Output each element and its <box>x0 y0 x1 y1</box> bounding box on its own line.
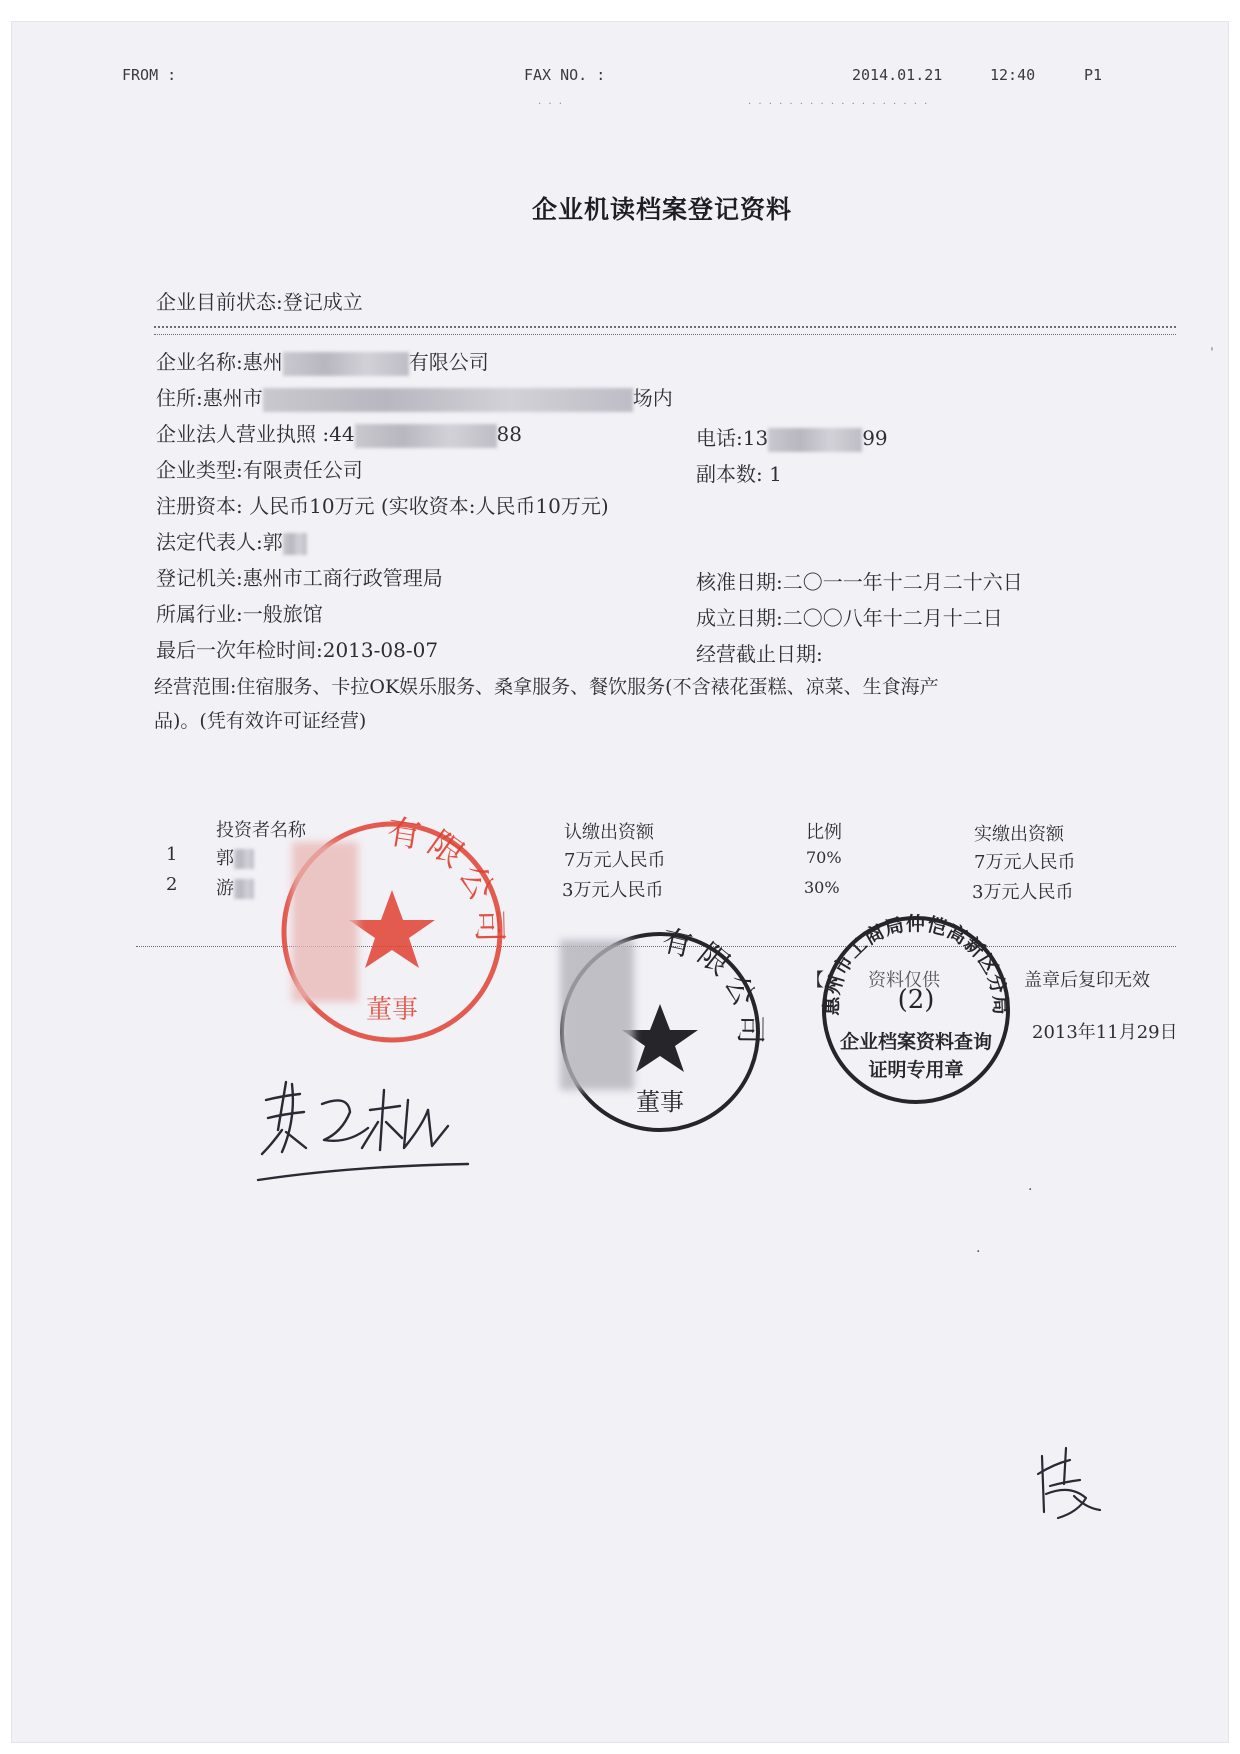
redacted-block <box>560 940 634 1090</box>
redacted-block <box>283 533 307 555</box>
redacted-block <box>263 388 633 412</box>
official-seal-bottom: 证明专用章 <box>868 1059 964 1081</box>
table-row-subscribed: 7万元人民币 <box>564 850 666 871</box>
redacted-block <box>355 424 497 448</box>
company-name <box>156 346 489 376</box>
copy-count: 副本数: 1 <box>696 462 782 486</box>
establishment-date: 成立日期:二〇〇八年十二月十二日 <box>696 606 1003 630</box>
table-row-name: 郭 <box>216 844 254 870</box>
header-investor-name: 投资者名称 <box>216 820 306 841</box>
official-seal-number: (2) <box>897 985 935 1015</box>
black-seal-text: 有限公司 <box>658 924 768 1051</box>
handwritten-signature <box>252 1060 492 1190</box>
dotted-divider <box>154 334 1176 335</box>
phone-suffix: 99 <box>862 426 888 450</box>
company-name-suffix: 有限公司 <box>408 350 489 374</box>
legal-representative <box>156 526 307 555</box>
industry: 所属行业:一般旅馆 <box>156 602 323 626</box>
fax-number: FAX NO. : <box>524 66 606 84</box>
table-row-no: 1 <box>166 844 178 865</box>
scan-noise: . <box>976 1240 983 1256</box>
company-type: 企业类型:有限责任公司 <box>156 458 363 482</box>
header-paid: 实缴出资额 <box>974 824 1064 845</box>
approval-date: 核准日期:二〇一一年十二月二十六日 <box>696 570 1023 594</box>
dotted-divider <box>154 326 1176 328</box>
red-seal-text: 有限公司 <box>384 812 510 949</box>
business-license <box>156 418 522 448</box>
footer-date: 2013年11月29日 <box>1032 1022 1178 1043</box>
scan-noise: . . . <box>538 96 564 107</box>
fax-page: P1 <box>1084 66 1103 84</box>
official-seal <box>816 910 1016 1110</box>
address <box>156 382 673 412</box>
fax-from: FROM : <box>122 66 177 84</box>
table-row-ratio: 30% <box>804 878 840 897</box>
document-title: 企业机读档案登记资料 <box>532 195 793 224</box>
fax-date: 2014.01.21 <box>852 66 943 84</box>
table-row-paid: 7万元人民币 <box>974 852 1076 873</box>
scan-noise: ˈ <box>1210 346 1216 362</box>
footer-note: 盖章后复印无效 <box>1024 970 1150 991</box>
header-ratio: 比例 <box>806 822 842 843</box>
footer-note-mid: 资料仅供 <box>868 970 940 991</box>
footer-note-bracket: 【 <box>806 970 824 991</box>
header-subscribed: 认缴出资额 <box>564 822 654 843</box>
redacted-block <box>283 352 409 376</box>
scan-noise: . . . . . . . . . . . . . . . . . . <box>748 96 930 107</box>
company-seal-black <box>552 924 768 1140</box>
black-seal-bottom: 董事 <box>636 1088 684 1116</box>
enterprise-status: 企业目前状态:登记成立 <box>156 290 363 314</box>
company-seal-red <box>272 812 512 1052</box>
red-seal-bottom: 董事 <box>365 995 419 1025</box>
license-prefix: 企业法人营业执照 :44 <box>156 422 355 446</box>
phone <box>696 422 888 452</box>
table-row-subscribed: 3万元人民币 <box>562 880 664 901</box>
business-scope-line1: 经营范围:住宿服务、卡拉OK娱乐服务、桑拿服务、餐饮服务(不含裱花蛋糕、凉菜、生食海产 <box>154 676 939 698</box>
operation-end-date: 经营截止日期: <box>696 642 823 666</box>
star-icon <box>349 890 435 968</box>
last-annual-inspection: 最后一次年检时间:2013-08-07 <box>156 638 439 662</box>
redacted-block <box>292 842 358 1002</box>
scan-noise: . <box>1028 1178 1035 1194</box>
official-seal-mid: 企业档案资料查询 <box>839 1031 993 1053</box>
license-suffix: 88 <box>496 422 522 446</box>
table-row-paid: 3万元人民币 <box>972 882 1074 903</box>
redacted-block <box>234 879 254 899</box>
table-row-ratio: 70% <box>806 848 842 867</box>
redacted-block <box>234 849 254 869</box>
phone-prefix: 电话:13 <box>696 426 769 450</box>
legal-rep-prefix: 法定代表人:郭 <box>156 530 283 554</box>
redacted-block <box>768 428 862 452</box>
handwritten-mark <box>1030 1438 1110 1528</box>
business-scope-line2: 品)。(凭有效许可证经营) <box>154 710 367 732</box>
table-row-no: 2 <box>166 874 178 895</box>
official-seal-top: 惠州市工商局仲恺高新区分局 <box>820 913 1012 1016</box>
registration-authority: 登记机关:惠州市工商行政管理局 <box>156 566 443 590</box>
fax-time: 12:40 <box>990 66 1036 84</box>
address-prefix: 住所:惠州市 <box>156 386 263 410</box>
table-row-name: 游 <box>216 874 254 900</box>
company-name-prefix: 企业名称:惠州 <box>156 350 283 374</box>
registered-capital: 注册资本: 人民币10万元 (实收资本:人民币10万元) <box>156 494 609 518</box>
address-suffix: 场内 <box>632 386 673 410</box>
